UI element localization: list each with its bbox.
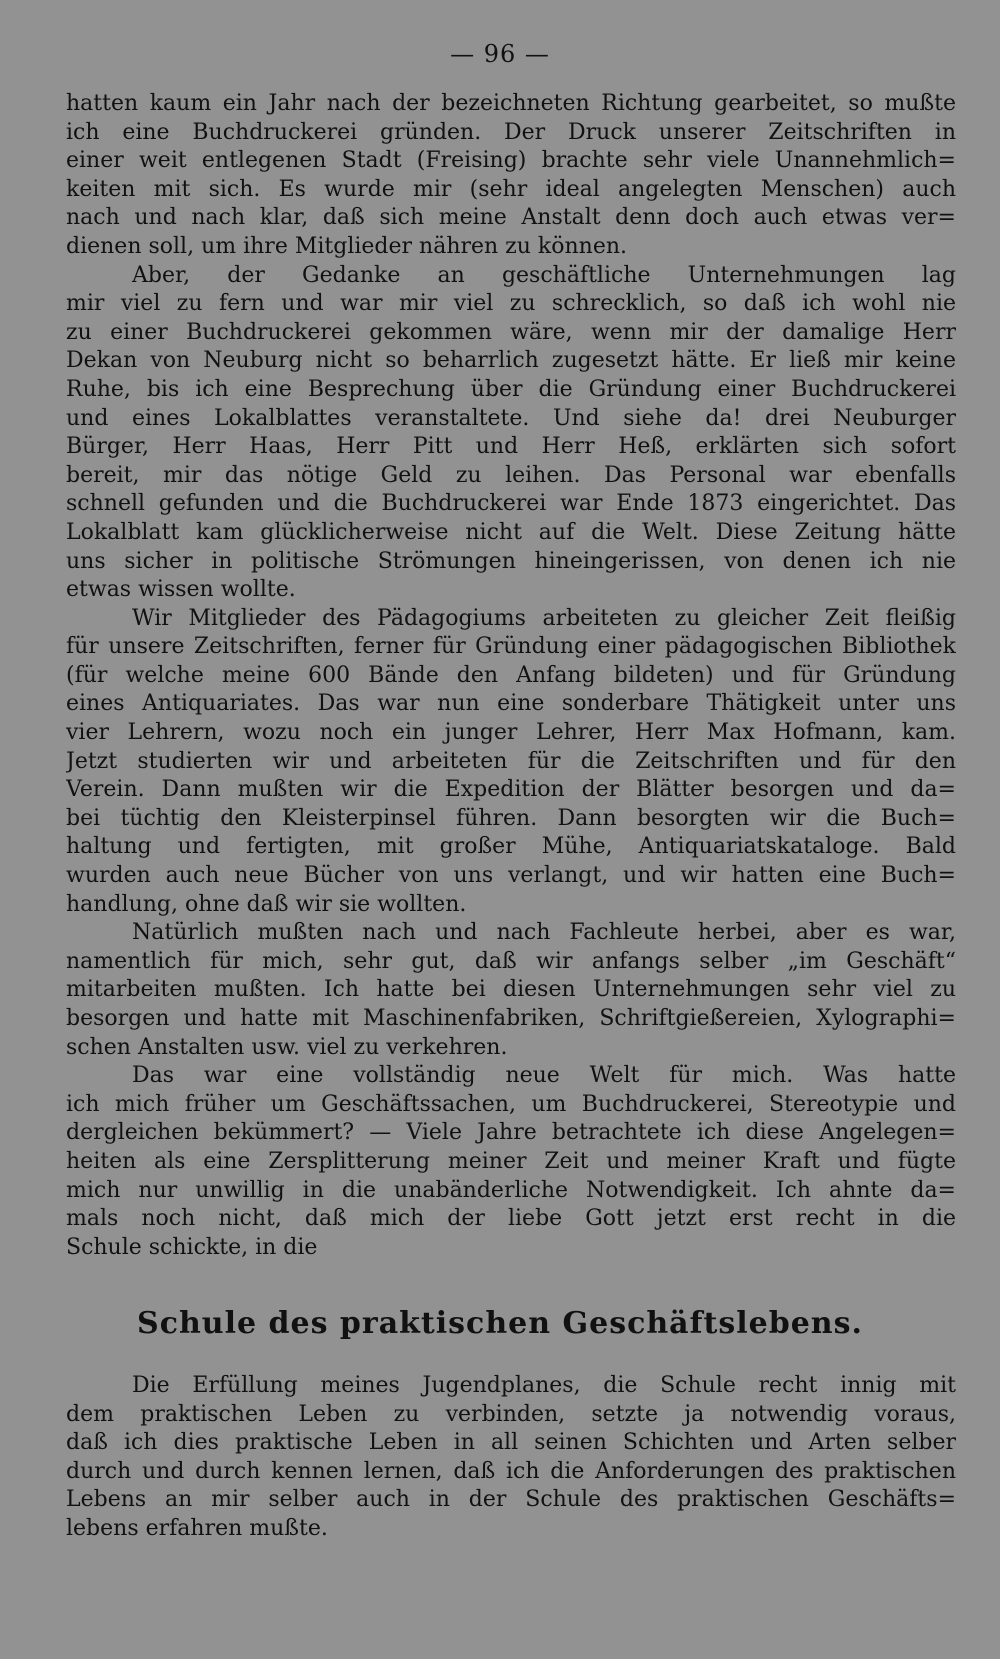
text-line: bereit, mir das nötige Geld zu leihen. Das Personal war ebenfalls: [66, 462, 956, 488]
text-line: dem praktischen Leben zu verbinden, setzte ja notwendig voraus,: [66, 1401, 956, 1427]
text-line: und eines Lokalblattes veranstaltete. Und siehe da! drei Neuburger: [66, 405, 956, 431]
text-line: Jetzt studierten wir und arbeiteten für die Zeitschriften und für den: [66, 748, 956, 774]
text-line: heiten als eine Zersplitterung meiner Zeit und meiner Kraft und fügte: [66, 1148, 956, 1174]
text-line: Die Erfüllung meines Jugendplanes, die Schule recht innig mit: [132, 1373, 956, 1398]
text-line: Natürlich mußten nach und nach Fachleute herbei, aber es war,: [132, 920, 956, 946]
text-line: schnell gefunden und die Buchdruckerei war Ende 1873 eingerichtet. Das: [66, 491, 956, 517]
text-line: daß ich dies praktische Leben in all seinen Schichten und Arten selber: [66, 1430, 956, 1456]
text-line: Lebens an mir selber auch in der Schule des praktischen Geschäfts=: [66, 1487, 956, 1513]
text-line: ich eine Buchdruckerei gründen. Der Druck unserer Zeitschriften in: [66, 119, 956, 145]
text-line: mitarbeiten mußten. Ich hatte bei diesen Unternehmungen sehr viel zu: [66, 977, 956, 1003]
text-line: dergleichen bekümmert? — Viele Jahre betrachtete ich diese Angelegen=: [66, 1120, 956, 1146]
text-line: mich nur unwillig in die unabänderliche Notwendigkeit. Ich ahnte da=: [66, 1177, 956, 1203]
text-line: dienen soll, um ihre Mitglieder nähren zu können.: [66, 233, 628, 259]
text-line: handlung, ohne daß wir sie wollten.: [66, 891, 467, 917]
text-line: mir viel zu fern und war mir viel zu schrecklich, so daß ich wohl nie: [66, 291, 956, 317]
text-line: vier Lehrern, wozu noch ein junger Lehrer, Herr Max Hofmann, kam.: [66, 720, 956, 746]
body-text-section-1: [66, 90, 956, 1262]
text-line: Wir Mitglieder des Pädagogiums arbeiteten zu gleicher Zeit fleißig: [132, 605, 956, 631]
text-line: bei tüchtig den Kleisterpinsel führen. Dann besorgten wir die Buch=: [66, 805, 956, 831]
text-line: keiten mit sich. Es wurde mir (sehr ideal angelegten Menschen) auch: [66, 176, 956, 202]
text-line: etwas wissen wollte.: [66, 577, 296, 603]
text-line: schen Anstalten usw. viel zu verkehren.: [66, 1034, 508, 1060]
text-line: nach und nach klar, daß sich meine Anstalt denn doch auch etwas ver=: [66, 205, 956, 231]
text-line: haltung und fertigten, mit großer Mühe, Antiquariatskataloge. Bald: [66, 834, 956, 860]
text-line: mals noch nicht, daß mich der liebe Gott jetzt erst recht in die: [66, 1206, 956, 1232]
text-line: uns sicher in politische Strömungen hineingerissen, von denen ich nie: [66, 548, 956, 574]
text-line: besorgen und hatte mit Maschinenfabriken, Schriftgießereien, Xylographi=: [66, 1006, 956, 1031]
text-line: wurden auch neue Bücher von uns verlangt, und wir hatten eine Buch=: [66, 863, 956, 889]
text-line: eines Antiquariates. Das war nun eine sonderbare Thätigkeit unter uns: [66, 691, 956, 717]
text-line: ich mich früher um Geschäftssachen, um Buchdruckerei, Stereotypie und: [66, 1091, 956, 1117]
text-line: namentlich für mich, sehr gut, daß wir anfangs selber „im Geschäft“: [66, 948, 956, 974]
text-line: einer weit entlegenen Stadt (Freising) brachte sehr viele Unannehmlich=: [66, 148, 956, 174]
text-line: Aber, der Gedanke an geschäftliche Unternehmungen lag: [132, 262, 956, 288]
body-text-section-2: [66, 1372, 956, 1544]
page-number: — 96 —: [450, 40, 550, 68]
text-line: für unsere Zeitschriften, ferner für Gründung einer pädagogischen Bibliothek: [66, 634, 956, 660]
text-line: Schule schickte, in die: [66, 1234, 318, 1260]
text-line: hatten kaum ein Jahr nach der bezeichneten Richtung gearbeitet, so mußte: [66, 91, 956, 116]
text-line: Bürger, Herr Haas, Herr Pitt und Herr Heß, erklärten sich sofort: [66, 434, 956, 460]
text-line: Das war eine vollständig neue Welt für mich. Was hatte: [132, 1063, 956, 1089]
text-line: zu einer Buchdruckerei gekommen wäre, wenn mir der damalige Herr: [66, 319, 956, 345]
text-line: Lokalblatt kam glücklicherweise nicht auf die Welt. Diese Zeitung hätte: [66, 519, 956, 545]
text-line: (für welche meine 600 Bände den Anfang bildeten) und für Gründung: [66, 662, 956, 688]
text-line: lebens erfahren mußte.: [66, 1515, 328, 1541]
section-heading: Schule des praktischen Geschäftslebens.: [137, 1306, 863, 1341]
text-line: Dekan von Neuburg nicht so beharrlich zugesetzt hätte. Er ließ mir keine: [66, 348, 956, 374]
text-line: Ruhe, bis ich eine Besprechung über die Gründung einer Buchdruckerei: [66, 376, 956, 402]
text-line: Verein. Dann mußten wir die Expedition der Blätter besorgen und da=: [66, 777, 956, 803]
text-line: durch und durch kennen lernen, daß ich die Anforderungen des praktischen: [66, 1458, 956, 1484]
